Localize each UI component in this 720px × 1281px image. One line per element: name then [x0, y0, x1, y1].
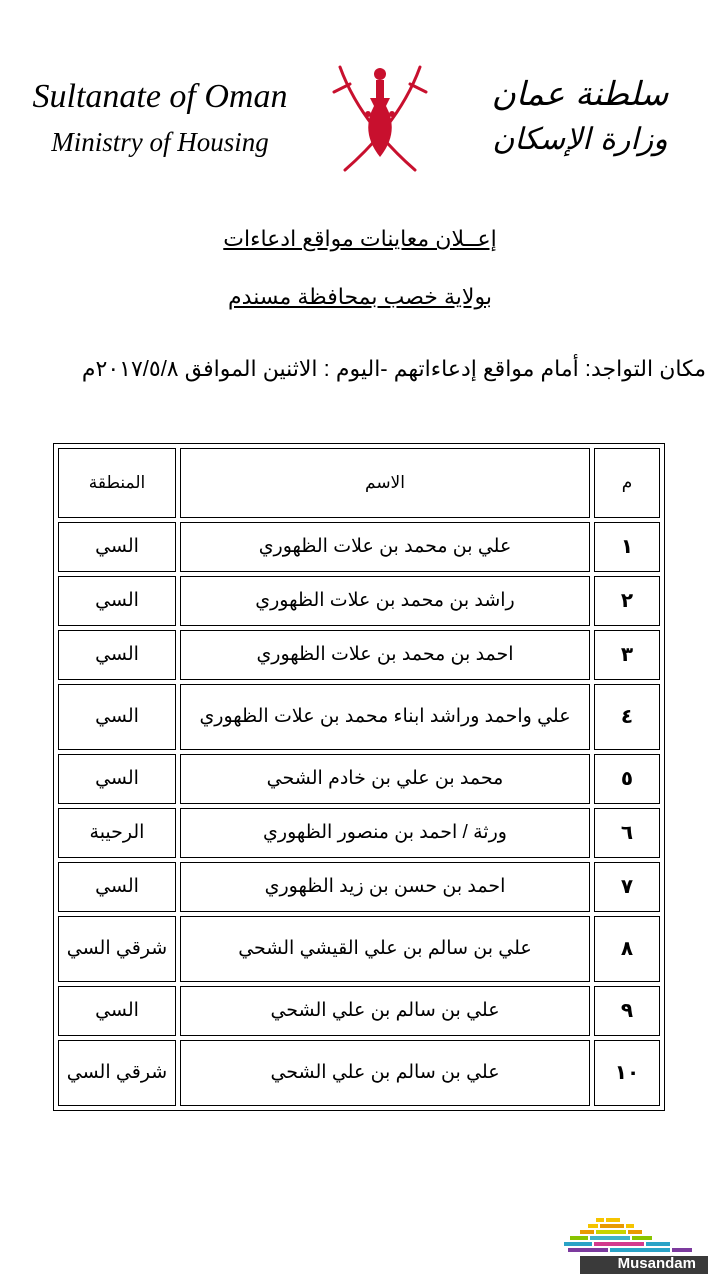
announcement-subtitle: بولاية خصب بمحافظة مسندم [228, 284, 492, 309]
header-name: الاسم [180, 448, 590, 518]
table-row [58, 986, 660, 1036]
row-number: ٢ [594, 576, 660, 626]
row-area: السي [58, 684, 176, 750]
row-name: ورثة / احمد بن منصور الظهوري [180, 808, 590, 858]
musandam-logo [560, 1212, 710, 1276]
row-number: ٥ [594, 754, 660, 804]
oman-emblem-icon [330, 62, 430, 177]
row-name: علي واحمد وراشد ابناء محمد بن علات الظهوري [180, 684, 590, 750]
row-name: احمد بن حسن بن زيد الظهوري [180, 862, 590, 912]
row-number: ٩ [594, 986, 660, 1036]
row-name: علي بن سالم بن علي الشحي [180, 1040, 590, 1106]
row-name: راشد بن محمد بن علات الظهوري [180, 576, 590, 626]
table-row [58, 1040, 660, 1106]
row-area: شرقي السي [58, 916, 176, 982]
musandam-logo-text: Musandam [617, 1255, 696, 1272]
row-name: علي بن سالم بن علي القيشي الشحي [180, 916, 590, 982]
row-area: السي [58, 754, 176, 804]
header-en-line1: Sultanate of Oman [32, 78, 288, 115]
announcement-title: إعــلان معاينات مواقع ادعاءات [223, 226, 497, 251]
row-area: السي [58, 862, 176, 912]
row-area: شرقي السي [58, 1040, 176, 1106]
row-area: السي [58, 986, 176, 1036]
table-row [58, 630, 660, 680]
row-number: ٧ [594, 862, 660, 912]
row-number: ٣ [594, 630, 660, 680]
table-row [58, 522, 660, 572]
table-row [58, 916, 660, 982]
table-header-row [58, 448, 660, 518]
header-english [30, 72, 290, 162]
table-row [58, 684, 660, 750]
row-area: السي [58, 522, 176, 572]
row-name: محمد بن علي بن خادم الشحي [180, 754, 590, 804]
claims-table [53, 443, 665, 1111]
header-number: م [594, 448, 660, 518]
row-number: ١ [594, 522, 660, 572]
row-area: السي [58, 576, 176, 626]
row-name: علي بن سالم بن علي الشحي [180, 986, 590, 1036]
header-en-line2: Ministry of Housing [51, 127, 269, 157]
header-ar-line2: وزارة الإسكان [492, 122, 668, 157]
row-area: الرحيبة [58, 808, 176, 858]
header-ar-line1: سلطنة عمان [491, 74, 669, 113]
header-arabic [470, 70, 690, 162]
table-row [58, 808, 660, 858]
row-number: ٤ [594, 684, 660, 750]
table-row [58, 754, 660, 804]
header-area: المنطقة [58, 448, 176, 518]
row-name: احمد بن محمد بن علات الظهوري [180, 630, 590, 680]
row-number: ٦ [594, 808, 660, 858]
location-date-line: مكان التواجد: أمام مواقع إدعاءاتهم -اليوم : الاثنين الموافق ٢٠١٧/٥/٨م [81, 356, 706, 381]
table-row [58, 862, 660, 912]
row-number: ٨ [594, 916, 660, 982]
table-row [58, 576, 660, 626]
row-number: ١٠ [594, 1040, 660, 1106]
row-area: السي [58, 630, 176, 680]
row-name: علي بن محمد بن علات الظهوري [180, 522, 590, 572]
